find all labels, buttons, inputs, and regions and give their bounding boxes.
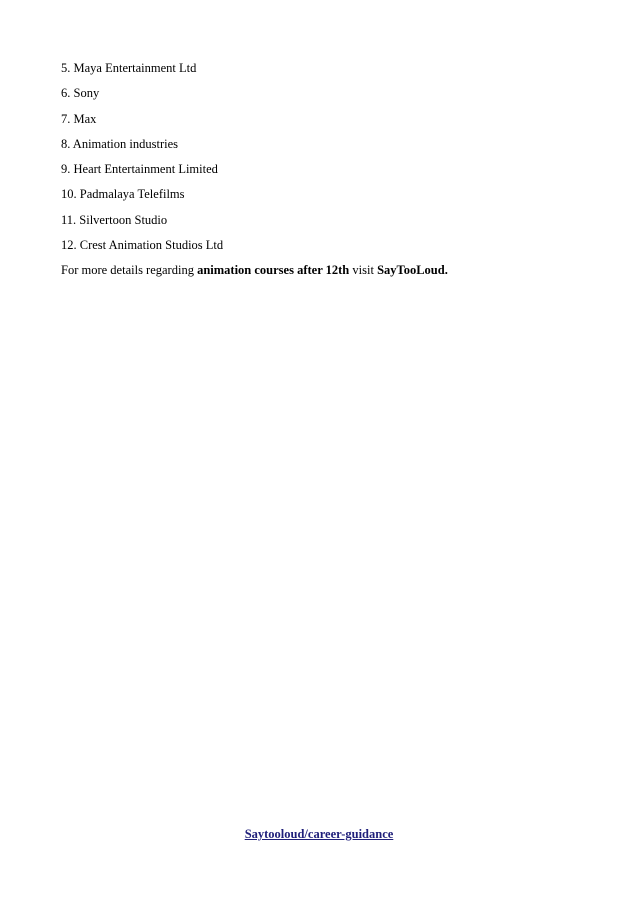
list-item: 7. Max (61, 111, 97, 126)
list-item: 10. Padmalaya Telefilms (61, 187, 185, 202)
details-prefix: For more details regarding (61, 263, 198, 277)
list-item: 9. Heart Entertainment Limited (61, 162, 218, 177)
details-paragraph (61, 262, 448, 278)
list-item: 8. Animation industries (61, 136, 179, 151)
list-item: 6. Sony (61, 86, 100, 101)
company-list (61, 60, 223, 262)
list-item: 11. Silvertoon Studio (61, 212, 168, 227)
details-middle: visit (349, 263, 378, 277)
details-bold-site: SayTooLoud. (377, 263, 448, 277)
details-bold-phrase: animation courses after 12th (197, 263, 350, 277)
list-item: 12. Crest Animation Studios Ltd (61, 238, 224, 253)
list-item: 5. Maya Entertainment Ltd (61, 61, 197, 75)
footer-link[interactable]: Saytooloud/career-guidance (244, 827, 394, 841)
